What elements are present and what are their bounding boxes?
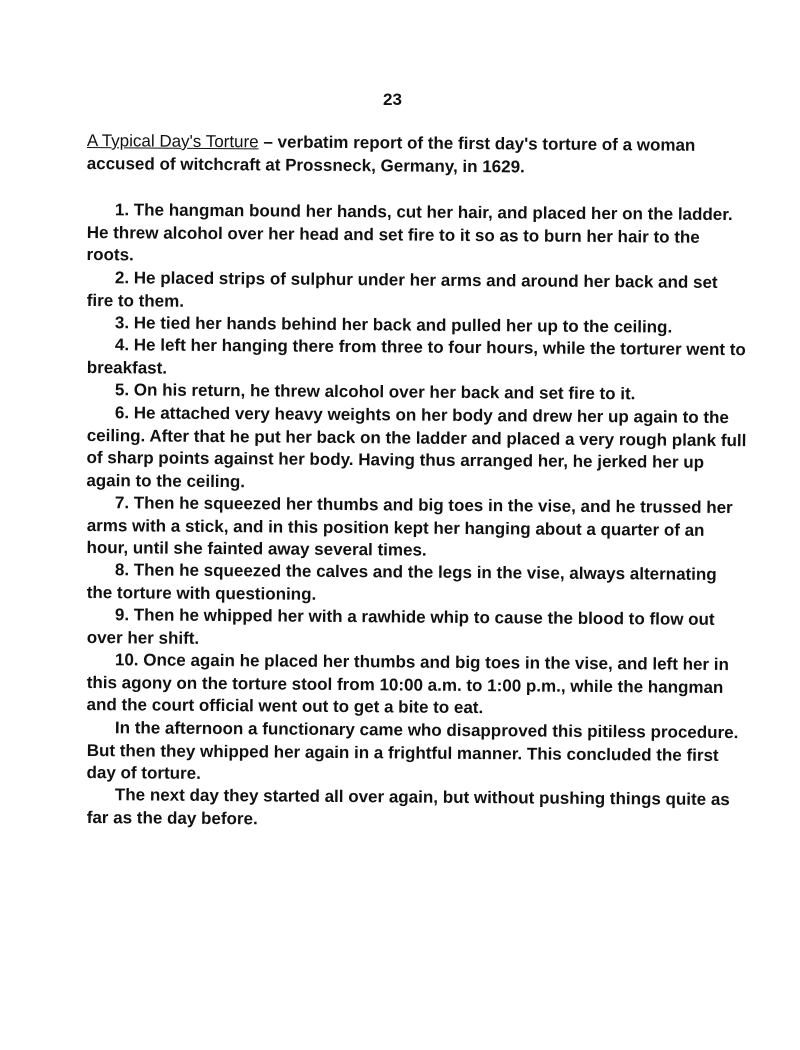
list-item-6: 6. He attached very heavy weights on her body and drew her up again to the ceiling. After that he put her back on the ladder and placed a very rough plank full of sharp points against her body. Having thus arranged her, he jerked her up again to the ceiling. <box>86 402 747 491</box>
intro-paragraph <box>87 130 747 180</box>
list-item-8: 8. Then he squeezed the calves and the legs in the vise, always alternating the torture with questioning. <box>86 560 717 604</box>
title-dash: – <box>258 132 278 152</box>
list-item-2: 2. He placed strips of sulphur under her arms and around her back and set fire to them. <box>86 267 718 310</box>
list-item-9: 9. Then he whipped her with a rawhide whip to cause the blood to flow out over her shift. <box>86 605 715 648</box>
list-item-3: 3. He tied her hands behind her back and pulled her up to the ceiling. <box>114 312 673 337</box>
list-item-10: 10. Once again he placed her thumbs and big toes in the vise, and left her in this agony on the torture stool from 10:00 a.m. to 1:00 p.m., while the hangman and the court official went out to get a bite to eat. <box>86 650 730 718</box>
closing-paragraph-1: In the afternoon a functionary came who disapproved this pitiless procedure. But then they whipped her again in a frightful manner. This concluded the first day of torture. <box>86 717 739 783</box>
section-title: A Typical Day's Torture <box>86 130 259 152</box>
list-item-4: 4. He left her hanging there from three to four hours, while the torturer went to breakfast. <box>86 335 746 378</box>
list-item-7: 7. Then he squeezed her thumbs and big toes in the vise, and he trussed her arms with a stick, and in this position kept her hanging about a quarter of an hour, until she fainted away several times. <box>86 492 733 560</box>
page-number: 23 <box>383 90 402 109</box>
list-item-5: 5. On his return, he threw alcohol over her back and set fire to it. <box>114 380 636 404</box>
closing-paragraph-2: The next day they started all over again, but without pushing things quite as far as the day before. <box>86 785 730 828</box>
intro-text: verbatim report of the first day's torture of a woman accused of witchcraft at Prossneck, Germany, in 1629. <box>86 132 696 176</box>
document-body <box>87 130 747 829</box>
list-item-1: 1. The hangman bound her hands, cut her hair, and placed her on the ladder. He threw alcohol over her head and set fire to it so as to burn her hair to the roots. <box>86 200 733 265</box>
